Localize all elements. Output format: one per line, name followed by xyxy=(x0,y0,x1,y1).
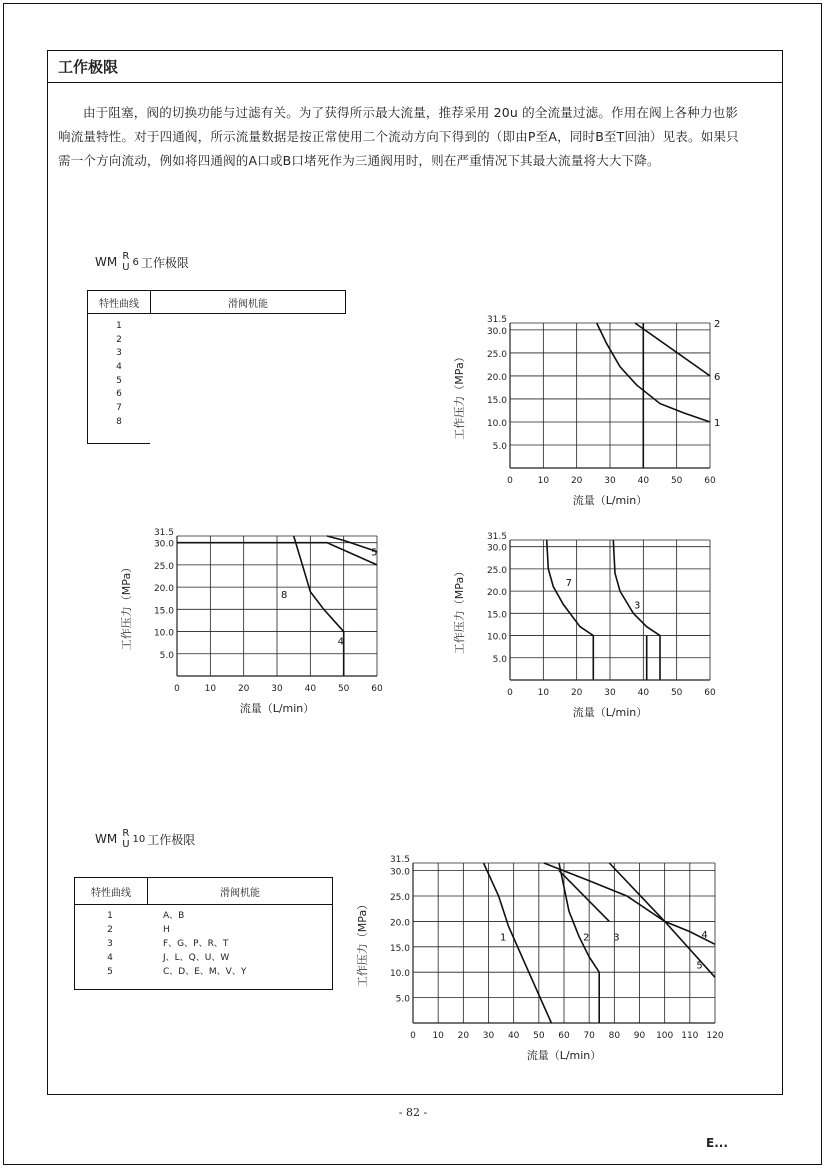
wm6-prefix: WM xyxy=(95,255,118,269)
chart-wm6-curves-4-5-8 xyxy=(110,528,410,738)
wm6-sup: R xyxy=(122,251,130,262)
y-tick-label: 30.0 xyxy=(486,543,507,554)
series-line-7 xyxy=(547,540,594,680)
x-tick-label: 0 xyxy=(507,688,513,698)
series-line-2 xyxy=(559,863,599,1023)
y-tick-label: 15.0 xyxy=(486,610,507,621)
table-row xyxy=(75,965,332,979)
series-label: 6 xyxy=(714,371,721,383)
table-row xyxy=(75,937,332,951)
chart-wm6-curves-1-2-6 xyxy=(440,310,740,510)
x-tick-label: 50 xyxy=(337,684,350,694)
chart-wm10-curves-1-5 xyxy=(350,850,740,1070)
wm10-sup: R xyxy=(122,828,130,839)
x-tick-label: 40 xyxy=(637,476,650,486)
x-tick-label: 20 xyxy=(237,684,250,694)
x-tick-label: 50 xyxy=(533,1031,545,1041)
y-tick-label: 30.0 xyxy=(486,326,507,337)
table-row xyxy=(75,951,332,965)
y-tick-label: 10.0 xyxy=(486,632,507,643)
x-tick-label: 50 xyxy=(670,476,683,486)
table-row xyxy=(88,416,150,430)
series-label: 4 xyxy=(701,930,708,942)
x-tick-label: 0 xyxy=(174,684,180,694)
series-line-4 xyxy=(327,536,377,552)
x-tick-label: 110 xyxy=(681,1031,699,1041)
curve-number: 5 xyxy=(116,375,122,386)
wm10-ru-stack xyxy=(122,828,129,850)
y-tick-label: 25.0 xyxy=(486,565,507,576)
x-tick-label: 30 xyxy=(604,688,616,698)
series-line-2 xyxy=(635,323,710,376)
wm10-col-function: 滑阀机能 xyxy=(220,887,260,899)
series-label: 1 xyxy=(500,932,507,944)
table-row xyxy=(75,923,332,937)
series-label: 4 xyxy=(337,636,345,648)
wm6-col-function: 滑阀机能 xyxy=(228,298,268,310)
spool-function: J、L、Q、U、W xyxy=(163,953,230,963)
curve-number: 5 xyxy=(107,967,113,977)
x-axis-label: 流量（L/min） xyxy=(572,494,648,507)
x-tick-label: 60 xyxy=(558,1031,570,1041)
y-axis-label: 工作压力（MPa） xyxy=(120,561,133,651)
x-axis-label: 流量（L/min） xyxy=(239,702,315,715)
wm6-col-curve: 特性曲线 xyxy=(88,291,151,313)
y-tick-label: 31.5 xyxy=(389,855,410,865)
series-line-4 xyxy=(544,863,715,944)
wm6-suffix: 工作极限 xyxy=(140,255,189,270)
series-label: 5 xyxy=(371,547,378,559)
wm6-table xyxy=(87,290,346,444)
x-tick-label: 10 xyxy=(204,684,217,694)
y-tick-label: 10.0 xyxy=(153,628,174,639)
curve-number: 8 xyxy=(116,416,122,427)
y-tick-label: 20.0 xyxy=(153,584,174,595)
wm10-heading xyxy=(95,828,195,850)
spool-function: A、B xyxy=(163,911,185,921)
y-tick-label: 20.0 xyxy=(486,372,507,383)
y-tick-label: 25.0 xyxy=(153,561,174,572)
x-tick-label: 30 xyxy=(271,684,283,694)
y-tick-label: 30.0 xyxy=(389,867,410,878)
spool-function: C、D、E、M、V、Y xyxy=(163,967,247,977)
y-tick-label: 10.0 xyxy=(486,418,507,429)
curve-number: 4 xyxy=(116,362,122,373)
y-tick-label: 30.0 xyxy=(153,539,174,550)
x-tick-label: 80 xyxy=(608,1031,621,1041)
y-tick-label: 15.0 xyxy=(153,606,174,617)
x-tick-label: 20 xyxy=(457,1031,470,1041)
curve-number: 4 xyxy=(107,953,113,963)
y-tick-label: 31.5 xyxy=(486,315,507,325)
y-tick-label: 25.0 xyxy=(486,349,507,360)
curve-number: 3 xyxy=(116,348,122,359)
wm10-col-curve: 特性曲线 xyxy=(75,878,148,904)
wm6-heading xyxy=(95,251,189,273)
y-tick-label: 15.0 xyxy=(389,943,410,954)
x-tick-label: 10 xyxy=(537,688,550,698)
x-tick-label: 60 xyxy=(704,476,716,486)
table-row xyxy=(88,361,150,375)
table-row xyxy=(75,909,332,923)
y-tick-label: 5.0 xyxy=(492,441,507,452)
page-number: - 82 - xyxy=(398,1106,428,1119)
x-tick-label: 40 xyxy=(637,688,650,698)
wm6-sub: U xyxy=(122,262,130,273)
series-label: 5 xyxy=(696,960,703,972)
spool-function: H xyxy=(163,925,170,935)
curve-number: 7 xyxy=(116,403,122,414)
series-label: 1 xyxy=(714,417,721,429)
y-tick-label: 15.0 xyxy=(486,395,507,406)
table-row xyxy=(88,347,150,361)
x-tick-label: 100 xyxy=(656,1031,674,1041)
y-tick-label: 31.5 xyxy=(153,528,174,538)
x-tick-label: 20 xyxy=(570,688,583,698)
spool-function: F、G、P、R、T xyxy=(163,939,229,949)
x-tick-label: 10 xyxy=(432,1031,444,1041)
wm10-table xyxy=(74,877,333,990)
curve-number: 6 xyxy=(116,389,122,400)
x-tick-label: 90 xyxy=(633,1031,646,1041)
y-axis-label: 工作压力（MPa） xyxy=(453,351,466,440)
y-axis-label: 工作压力（MPa） xyxy=(356,898,369,988)
wm10-size: 10 xyxy=(132,833,146,845)
wm10-prefix: WM xyxy=(95,832,118,846)
y-tick-label: 31.5 xyxy=(486,532,507,542)
x-axis-label: 流量（L/min） xyxy=(572,706,648,719)
y-tick-label: 25.0 xyxy=(389,893,410,904)
series-label: 8 xyxy=(281,589,288,601)
x-tick-label: 40 xyxy=(507,1031,520,1041)
series-label: 2 xyxy=(714,319,721,330)
table-row xyxy=(88,320,150,334)
series-label: 2 xyxy=(583,932,590,944)
x-tick-label: 0 xyxy=(507,476,513,486)
series-label: 3 xyxy=(634,600,641,612)
table-row xyxy=(88,402,150,416)
corner-mark: E... xyxy=(706,1136,728,1150)
series-line-1 xyxy=(597,323,710,422)
wm10-suffix: 工作极限 xyxy=(147,832,196,847)
x-tick-label: 60 xyxy=(704,688,716,698)
curve-number: 2 xyxy=(116,334,122,345)
series-label: 3 xyxy=(613,932,620,944)
y-tick-label: 20.0 xyxy=(486,588,507,599)
x-tick-label: 40 xyxy=(304,684,317,694)
y-tick-label: 5.0 xyxy=(395,994,410,1005)
section-title: 工作极限 xyxy=(48,51,782,83)
x-tick-label: 30 xyxy=(604,476,616,486)
table-row xyxy=(88,388,150,402)
x-tick-label: 70 xyxy=(583,1031,595,1041)
y-tick-label: 5.0 xyxy=(492,654,507,665)
y-tick-label: 5.0 xyxy=(159,650,174,661)
y-axis-label: 工作压力（MPa） xyxy=(453,565,466,655)
y-tick-label: 20.0 xyxy=(389,918,410,929)
x-tick-label: 0 xyxy=(410,1031,416,1041)
intro-paragraph: 由于阻塞，阀的切换功能与过滤有关。为了获得所示最大流量，推荐采用 20u 的全流量过滤。作用在阀上各种力也影响流量特性。对于四通阀，所示流量数据是按正常使用二个流动方向下得到的（即由P至A，同时B至T回油）见表。如果只需一个方向流动，例如将四通阀的A口或B口堵死作为三通阀用时，则在严重情况下其最大流量将大大下降。 xyxy=(58,105,739,168)
x-tick-label: 50 xyxy=(670,688,683,698)
x-axis-label: 流量（L/min） xyxy=(526,1049,602,1062)
wm6-ru-stack xyxy=(122,251,129,273)
y-tick-label: 10.0 xyxy=(389,969,410,980)
curve-number: 1 xyxy=(107,911,113,921)
wm6-size: 6 xyxy=(132,256,139,268)
x-tick-label: 20 xyxy=(570,476,583,486)
wm10-sub: U xyxy=(122,839,130,850)
series-line-8 xyxy=(294,536,344,676)
x-tick-label: 30 xyxy=(482,1031,495,1041)
curve-number: 2 xyxy=(107,925,113,935)
table-row xyxy=(88,375,150,389)
chart-wm6-curves-3-7 xyxy=(440,532,740,732)
x-tick-label: 60 xyxy=(371,684,383,694)
table-row xyxy=(88,334,150,348)
series-label: 7 xyxy=(565,578,573,590)
series-line-1 xyxy=(484,863,552,1023)
x-tick-label: 10 xyxy=(537,476,550,486)
curve-number: 1 xyxy=(116,321,122,331)
x-tick-label: 120 xyxy=(706,1031,724,1041)
curve-number: 3 xyxy=(107,939,113,949)
